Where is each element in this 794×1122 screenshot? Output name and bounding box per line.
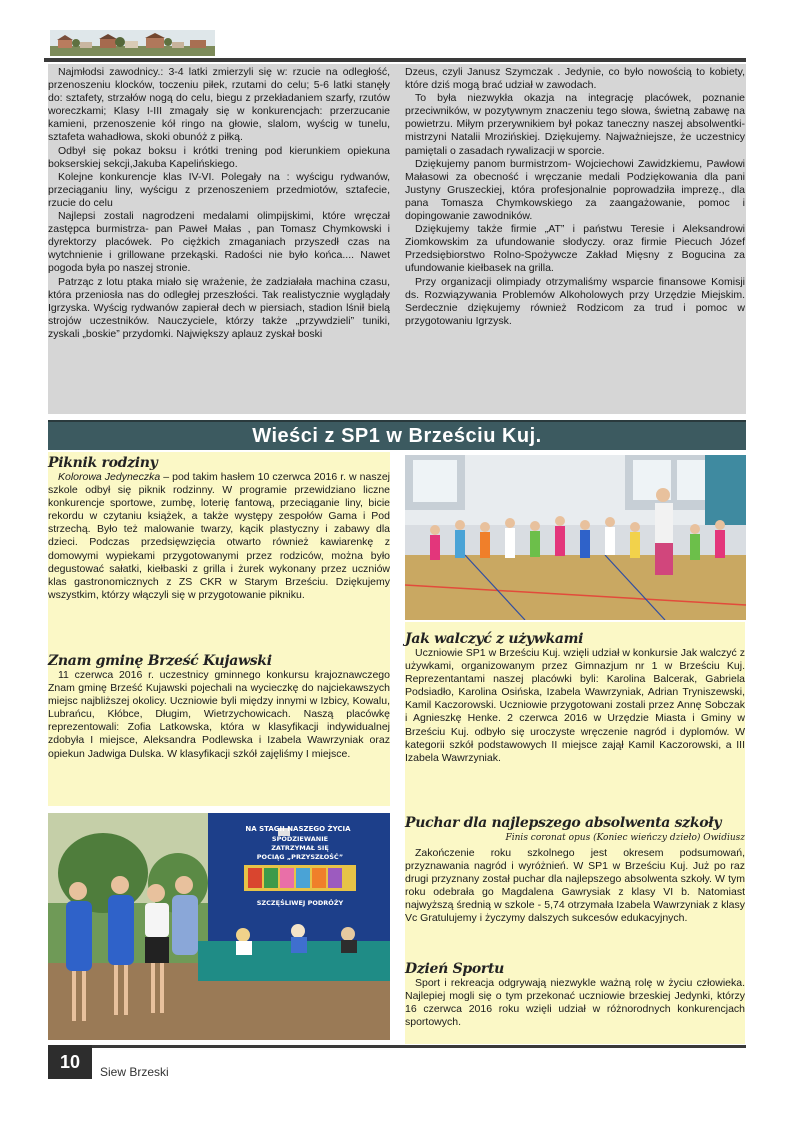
section-banner [48, 420, 746, 450]
magazine-name: Siew Brzeski [100, 1065, 169, 1079]
article-title: Dzień Sportu [405, 961, 505, 977]
paragraph: Patrząc z lotu ptaka miało się wrażenie, że zadziałała machina czasu, która przeniosła nas do odległej przeszłości. Tak realistycznie wyglądały Igrzyska. Wyścig rydwanów zapierał dech w piersiach, stadion lśnił bielą strojów uczestników. Nauczyciele, którzy także „przywdzieli” tuniki, zyskali „boskie” przydomki. Największy aplauz zyskał boski [48, 275, 390, 340]
paragraph: Dziękujemy panom burmistrzom- Wojciechowi Zawidzkiemu, Pawłowi Małasowi za obecność i wręczanie medali Podziękowania dla pani Justyny Gruszeckiej, która profesjonalnie poprowadziła imprezę., dla pana Tomasza Chymkowskiego za zaangażowanie, pomoc i dopingowanie zawodników. [405, 157, 745, 223]
article-gmina [48, 653, 390, 761]
paragraph: Dzeus, czyli Janusz Szymczak . Jedynie, co było nowością to kobiety, które dziś mogą brać udział w zawodach. [405, 66, 745, 92]
continued-article-left-column [48, 66, 390, 341]
paragraph: Najmłodsi zawodnicy.: 3-4 latki zmierzyli się w: rzucie na odległość, przenoszeniu klocków, toczeniu piłek, rzutami do celu; 5-6 latki stanęły do: sztafety, strzałów nogą do celu, biegu z przekładaniem szarfy, rzutów woreczkami; Klasy I-III zmagały się w konkurencjach: przerzucanie kamieni, przenoszenie kół ringo na głowie, slalom, wyścig w tunelu, sztafeta wahadłowa, skoki obunóż z piłką. [48, 66, 390, 144]
article-text: 11 czerwca 2016 r. uczestnicy gminnego konkursu krajoznawczego Znam gminę Brześć Kujawski pojechali na wycieczkę do najciekawszych miejsc najbliższej okolicy. Uczniowie byli między innymi w Izbicy, Kowalu, Lubrańcu, Kłóbce, Długim, Wietrzychowicach. Naszą placówkę reprezentowali: Zofia Latkowska, która w klasyfikacji indywidualnej zdobyła I miejsce, Aleksandra Podlewska i Izabela Wawrzyniak oraz opiekun Jadwiga Dulska. W klasyfikacji szkół zajęliśmy I miejsce. [48, 669, 390, 760]
article-body [405, 847, 745, 926]
article-title: Piknik rodziny [48, 455, 158, 471]
article-text: Uczniowie SP1 w Brześciu Kuj. wzięli udział w konkursie Jak walczyć z używkami, organizowanym przez Gimnazjum nr 1 w Brześciu Kuj. Reprezentantami naszej placówki byli: Karolina Balcerak, Gabriela Podsiadło, Karolina Osińska, Izabela Wawrzyniak, Adrian Tryniszewski, Kamil Kaczorowski. Uczniowie przygotowani zostali przez Annę Sobczak i Agnieszkę Henke. 2 czerwca 2016 w Urzędzie Miasta i Gminy w Brześciu Kuj. odbyło się uroczyste wręczenie nagród i dyplomów. W kategorii szkół podstawowych II miejsce zajął Kamil Kaczorowski, a III Izabela Wawrzyniak. [405, 647, 745, 764]
article-title: Znam gminę Brześć Kujawski [48, 653, 272, 669]
paragraph: Kolejne konkurencje klas IV-VI. Polegały na : wyścigu rydwanów, przeciąganiu liny, wyścigu z przenoszeniem przedmiotów, sztafecie, rzucie do celu [48, 170, 390, 209]
paragraph: Dziękujemy także firmie „AT” i państwu Teresie i Aleksandrowi Ziomkowskim za ufundowanie słodyczy. oraz firmie Piecuch Józef Przedsiębiorstwo Rolno-Spożywcze Zakład Mięsny z Bogucina za ufundowanie kiełbasek na grilla. [405, 223, 745, 275]
page-number: 10 [48, 1045, 92, 1079]
ceremony-photo [48, 813, 390, 1040]
article-text: – pod takim hasłem 10 czerwca 2016 r. w naszej szkole odbył się piknik rodzinny. W programie przewidziano liczne konkurencje sportowe, zumbę, loterię fantową, przeciąganie liny, bicie rekordu w czytaniu książek, a także występy zespołów Gama i Pod strzechą. Było też malowanie twarzy, kącik plastyczny i zabawy dla dzieci. Podczas przedsięwzięcia otwarto również kawiarenkę z domowymi wypiekami przygotowanymi przez rodziców, można było degustować sałatki, kiełbaski z grilla i żurek wykonany przez uczniów klas gastronomicznych z ZS CKR w Starym Brześciu. Dziękujemy wszystkim, którzy włączyli się w przygotowanie pikniku. [48, 471, 391, 601]
banner-line: ZATRZYMAŁ SIĘ [271, 844, 329, 852]
article-quote: Finis coronat opus (Koniec wieńczy dzieło) Owidiusz [505, 833, 745, 843]
article-text: Zakończenie roku szkolnego jest okresem podsumowań, przyznawania nagród i wyróżnień. W SP1 w Brześciu Kuj. Już po raz drugi przyznany został puchar dla najlepszego absolwenta szkoły. W tym roku odebrała go Magdalena Gawrysiak z klasy VI b. Natomiast najwyższą średnią w szkole - 5,74 otrzymała Izabela Wawrzyniak z klasy Vc Gratulujemy i życzymy dalszych sukcesów edukacyjnych. [405, 847, 745, 925]
article-title: Puchar dla najlepszego absolwenta szkoły [405, 815, 722, 831]
article-body [48, 471, 390, 602]
paragraph: To była niezwykła okazja na integrację placówek, poznanie przeciwników, w pozytywnym znaczeniu tego słowa, świetną zabawę na powietrzu. Miłym przerywnikiem był pokaz taneczny naszej absolwentki- mistrzyni Natalii Mrozińskiej. Dziękujemy. Najważniejsze, że uczestnicy pamiętali o zasadach rywalizacji w sporcie. [405, 92, 745, 157]
header-village-image [50, 30, 215, 56]
sports-hall-photo [405, 455, 746, 620]
paragraph: Przy organizacji olimpiady otrzymaliśmy wsparcie finansowe Komisji ds. Rozwiązywania Problemów Alkoholowych przy Urzędzie Miejskim. Serdecznie dziękujemy również Rodzicom za trud i pomoc w przygotowaniu Igrzysk. [405, 275, 745, 327]
article-piknik [48, 455, 390, 602]
banner-line: POCIĄG „PRZYSZŁOŚĆ” [256, 853, 344, 861]
lead-italic: Kolorowa Jedyneczka [58, 471, 161, 483]
article-uzywki [405, 631, 745, 765]
header-rule [44, 58, 746, 62]
article-puchar [405, 815, 745, 926]
banner-line: SZCZĘŚLIWEJ PODRÓŻY [256, 899, 344, 907]
article-body [405, 977, 745, 1029]
article-body [48, 669, 390, 761]
article-body [405, 647, 745, 765]
banner-line: NA STAGII NASZEGO ŻYCIA [245, 825, 351, 833]
paragraph: Odbył się pokaz boksu i krótki trening pod kierunkiem opiekuna bokserskiej sekcji,Jakuba Kapelińskiego. [48, 144, 390, 170]
section-banner-title: Wieści z SP1 w Brześciu Kuj. [252, 425, 542, 447]
banner-line: SPODZIEWANIE [271, 835, 329, 843]
footer-rule [92, 1045, 746, 1048]
article-text: Sport i rekreacja odgrywają niezwykle ważną rolę w życiu człowieka. Najlepiej mogli się o tym przekonać uczniowie brzeskiej Jedynki, którzy 16 czerwca 2016 roku wzięli udział w różnorodnych konkurencjach sportowych. [405, 977, 745, 1029]
article-title: Jak walczyć z używkami [405, 631, 584, 647]
paragraph: Najlepsi zostali nagrodzeni medalami olimpijskimi, które wręczał zastępca burmistrza- pan Paweł Małas , pan Tomasz Chymkowski i dyrektorzy placówek. Po ciężkich zmaganiach przyszedł czas na wytchnienie i grillowane przekąski. Radości nie było końca.... Nawet pogoda była po naszej stronie. [48, 210, 390, 275]
article-sport [405, 961, 745, 1029]
continued-article-right-column [405, 66, 745, 328]
